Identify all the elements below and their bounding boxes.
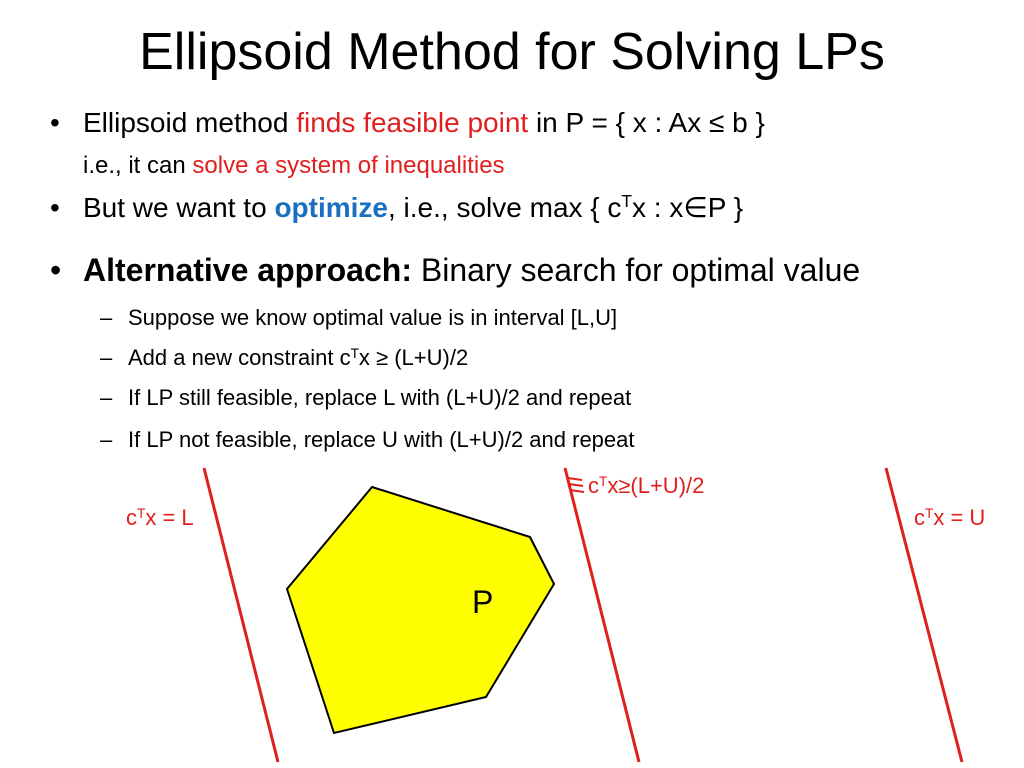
continuation-text: i.e., it can <box>83 152 193 179</box>
feasible-side-hatch <box>568 478 584 492</box>
superscript: T <box>350 345 359 361</box>
superscript: T <box>137 505 146 521</box>
subbullet-text: If LP not feasible, replace U with (L+U)/2 and repeat <box>128 427 635 452</box>
bullet-marker: • <box>50 107 60 138</box>
subbullet-text: x ≥ (L+U)/2 <box>358 345 469 370</box>
bullet-text: Binary search for optimal value <box>411 252 861 288</box>
bullet-text: Ellipsoid method <box>83 107 297 138</box>
superscript: T <box>599 473 608 489</box>
label-text: x≥(L+U)/2 <box>607 473 705 498</box>
constraint-line-lower <box>204 468 278 762</box>
highlight-text: solve a system of inequalities <box>192 152 505 179</box>
label-lower-bound <box>126 505 194 534</box>
label-midpoint-constraint <box>588 473 704 502</box>
subbullet-text: Add a new constraint c <box>128 345 351 370</box>
bullet-text: in P = { x : Ax ≤ b } <box>528 107 765 138</box>
polytope-p <box>287 487 554 733</box>
bold-lead-text: Alternative approach: <box>83 252 412 288</box>
superscript: T <box>925 505 934 521</box>
label-text: c <box>588 473 599 498</box>
label-text: c <box>126 505 137 530</box>
label-text: x = U <box>933 505 986 530</box>
subbullet-marker: – <box>100 305 113 330</box>
slide-title: Ellipsoid Method for Solving LPs <box>139 23 885 81</box>
superscript: T <box>621 191 633 212</box>
polytope-label: P <box>472 584 494 620</box>
subbullet-marker: – <box>100 345 113 370</box>
label-text: c <box>914 505 925 530</box>
bullet-text: But we want to <box>83 192 275 223</box>
bullet-text: x : x∈P } <box>632 192 744 223</box>
bullet-marker: • <box>50 192 60 223</box>
label-upper-bound <box>914 505 985 534</box>
subbullet-marker: – <box>100 385 113 410</box>
constraint-line-mid <box>565 468 639 762</box>
highlight-text: finds feasible point <box>296 107 529 138</box>
subbullet-text: Suppose we know optimal value is in interval [L,U] <box>128 305 618 330</box>
subbullet-marker: – <box>100 427 113 452</box>
label-text: x = L <box>145 505 194 530</box>
bullet-marker: • <box>50 252 62 288</box>
bullet-text: , i.e., solve max { c <box>388 192 622 223</box>
emphasis-text: optimize <box>274 192 388 223</box>
subbullet-text: If LP still feasible, replace L with (L+U)/2 and repeat <box>128 385 632 410</box>
